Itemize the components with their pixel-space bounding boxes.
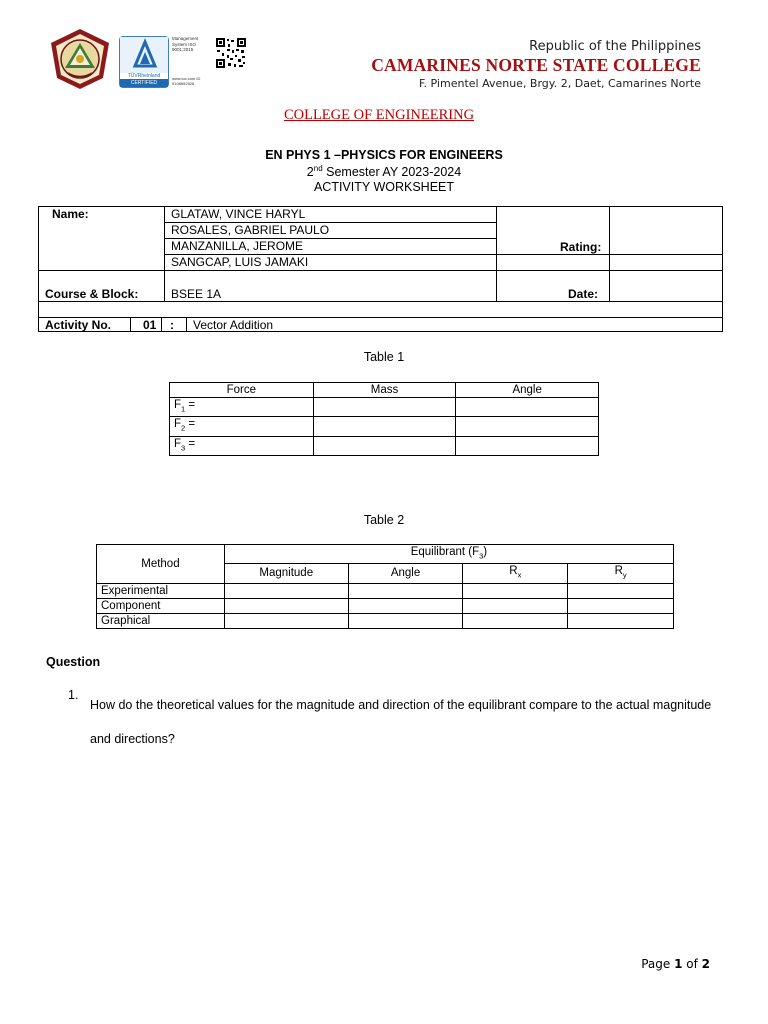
activity-label: Activity No. xyxy=(45,318,112,332)
republic-line: Republic of the Philippines xyxy=(529,39,701,54)
angle-cell[interactable] xyxy=(456,398,599,417)
header-rx: $R_x$ xyxy=(463,564,568,583)
tuv-certification-logo xyxy=(119,36,169,88)
mass-cell[interactable] xyxy=(313,417,456,436)
rx-cell[interactable] xyxy=(463,598,568,613)
worksheet-title: ACTIVITY WORKSHEET xyxy=(313,180,455,194)
table1-caption: Table 1 xyxy=(363,350,405,364)
activity-number: 01 xyxy=(143,318,157,332)
tuv-triangle-icon xyxy=(133,40,157,70)
table-row xyxy=(97,583,674,598)
header-force: Force xyxy=(170,383,314,398)
header-mass: Mass xyxy=(313,383,456,398)
student-name: SANGCAP, LUIS JAMAKI xyxy=(171,255,309,269)
force-label: $F_2$ = xyxy=(170,417,314,436)
ry-cell[interactable] xyxy=(568,598,674,613)
college-address: F. Pimentel Avenue, Brgy. 2, Daet, Camarines Norte xyxy=(418,77,701,90)
course-title: EN PHYS 1 –PHYSICS FOR ENGINEERS xyxy=(265,148,503,162)
name-label: Name: xyxy=(52,207,89,221)
page-number: Page 1 of 2 xyxy=(641,957,710,971)
header-angle: Angle xyxy=(456,383,599,398)
angle-cell[interactable] xyxy=(348,598,463,613)
qr-code-icon xyxy=(215,37,247,69)
activity-title: Vector Addition xyxy=(193,318,274,332)
magnitude-cell[interactable] xyxy=(224,613,348,628)
tuv-certified-badge: CERTIFIED xyxy=(120,79,168,87)
student-info-table xyxy=(38,206,723,332)
header-magnitude: Magnitude xyxy=(224,564,348,583)
method-label: Graphical xyxy=(97,613,225,628)
rating-label: Rating: xyxy=(560,240,602,254)
equilibrant-table xyxy=(96,544,674,629)
college-name: CAMARINES NORTE STATE COLLEGE xyxy=(371,55,701,75)
rx-cell[interactable] xyxy=(463,583,568,598)
table-row xyxy=(170,398,599,417)
header-method: Method xyxy=(97,545,225,584)
ry-cell[interactable] xyxy=(568,613,674,628)
force-label: $F_1$ = xyxy=(170,398,314,417)
magnitude-cell[interactable] xyxy=(224,583,348,598)
angle-cell[interactable] xyxy=(348,583,463,598)
question-heading: Question xyxy=(46,655,101,669)
rx-cell[interactable] xyxy=(463,613,568,628)
course-block-label: Course & Block: xyxy=(45,287,139,301)
table-row xyxy=(97,598,674,613)
table2-caption: Table 2 xyxy=(363,513,405,527)
tuv-name: TÜVRheinland xyxy=(127,73,161,79)
header-equilibrant: Equilibrant $(F_3)$ xyxy=(224,545,673,564)
iso-certification-text: Management System ISO 9001:2015 xyxy=(172,36,199,52)
mass-cell[interactable] xyxy=(313,398,456,417)
ry-cell[interactable] xyxy=(568,583,674,598)
header-angle: Angle xyxy=(348,564,463,583)
date-label: Date: xyxy=(568,287,599,301)
student-name: ROSALES, GABRIEL PAULO xyxy=(171,223,330,237)
semester-line: 2nd Semester AY 2023-2024 xyxy=(306,164,462,180)
force-table xyxy=(169,382,599,456)
table-row xyxy=(170,417,599,436)
student-name: GLATAW, VINCE HARYL xyxy=(171,207,306,221)
college-seal-logo xyxy=(48,28,112,90)
tuv-website-text: www.tuv.com ID 9108652526 xyxy=(172,76,201,86)
course-block-value: BSEE 1A xyxy=(171,287,222,301)
angle-cell[interactable] xyxy=(348,613,463,628)
force-label: $F_3$ = xyxy=(170,436,314,455)
table-row xyxy=(170,436,599,455)
activity-colon: : xyxy=(170,318,174,332)
method-label: Component xyxy=(97,598,225,613)
magnitude-cell[interactable] xyxy=(224,598,348,613)
question-number: 1. xyxy=(68,688,79,702)
header-ry: $R_y$ xyxy=(568,564,674,583)
method-label: Experimental xyxy=(97,583,225,598)
table-row xyxy=(97,613,674,628)
question-text: How do the theoretical values for the magnitude and direction of the equilibrant compare to the actual magnitude and directions? xyxy=(90,698,712,746)
mass-cell[interactable] xyxy=(313,436,456,455)
angle-cell[interactable] xyxy=(456,417,599,436)
department-title: COLLEGE OF ENGINEERING xyxy=(283,107,475,123)
angle-cell[interactable] xyxy=(456,436,599,455)
student-name: MANZANILLA, JEROME xyxy=(171,239,304,253)
